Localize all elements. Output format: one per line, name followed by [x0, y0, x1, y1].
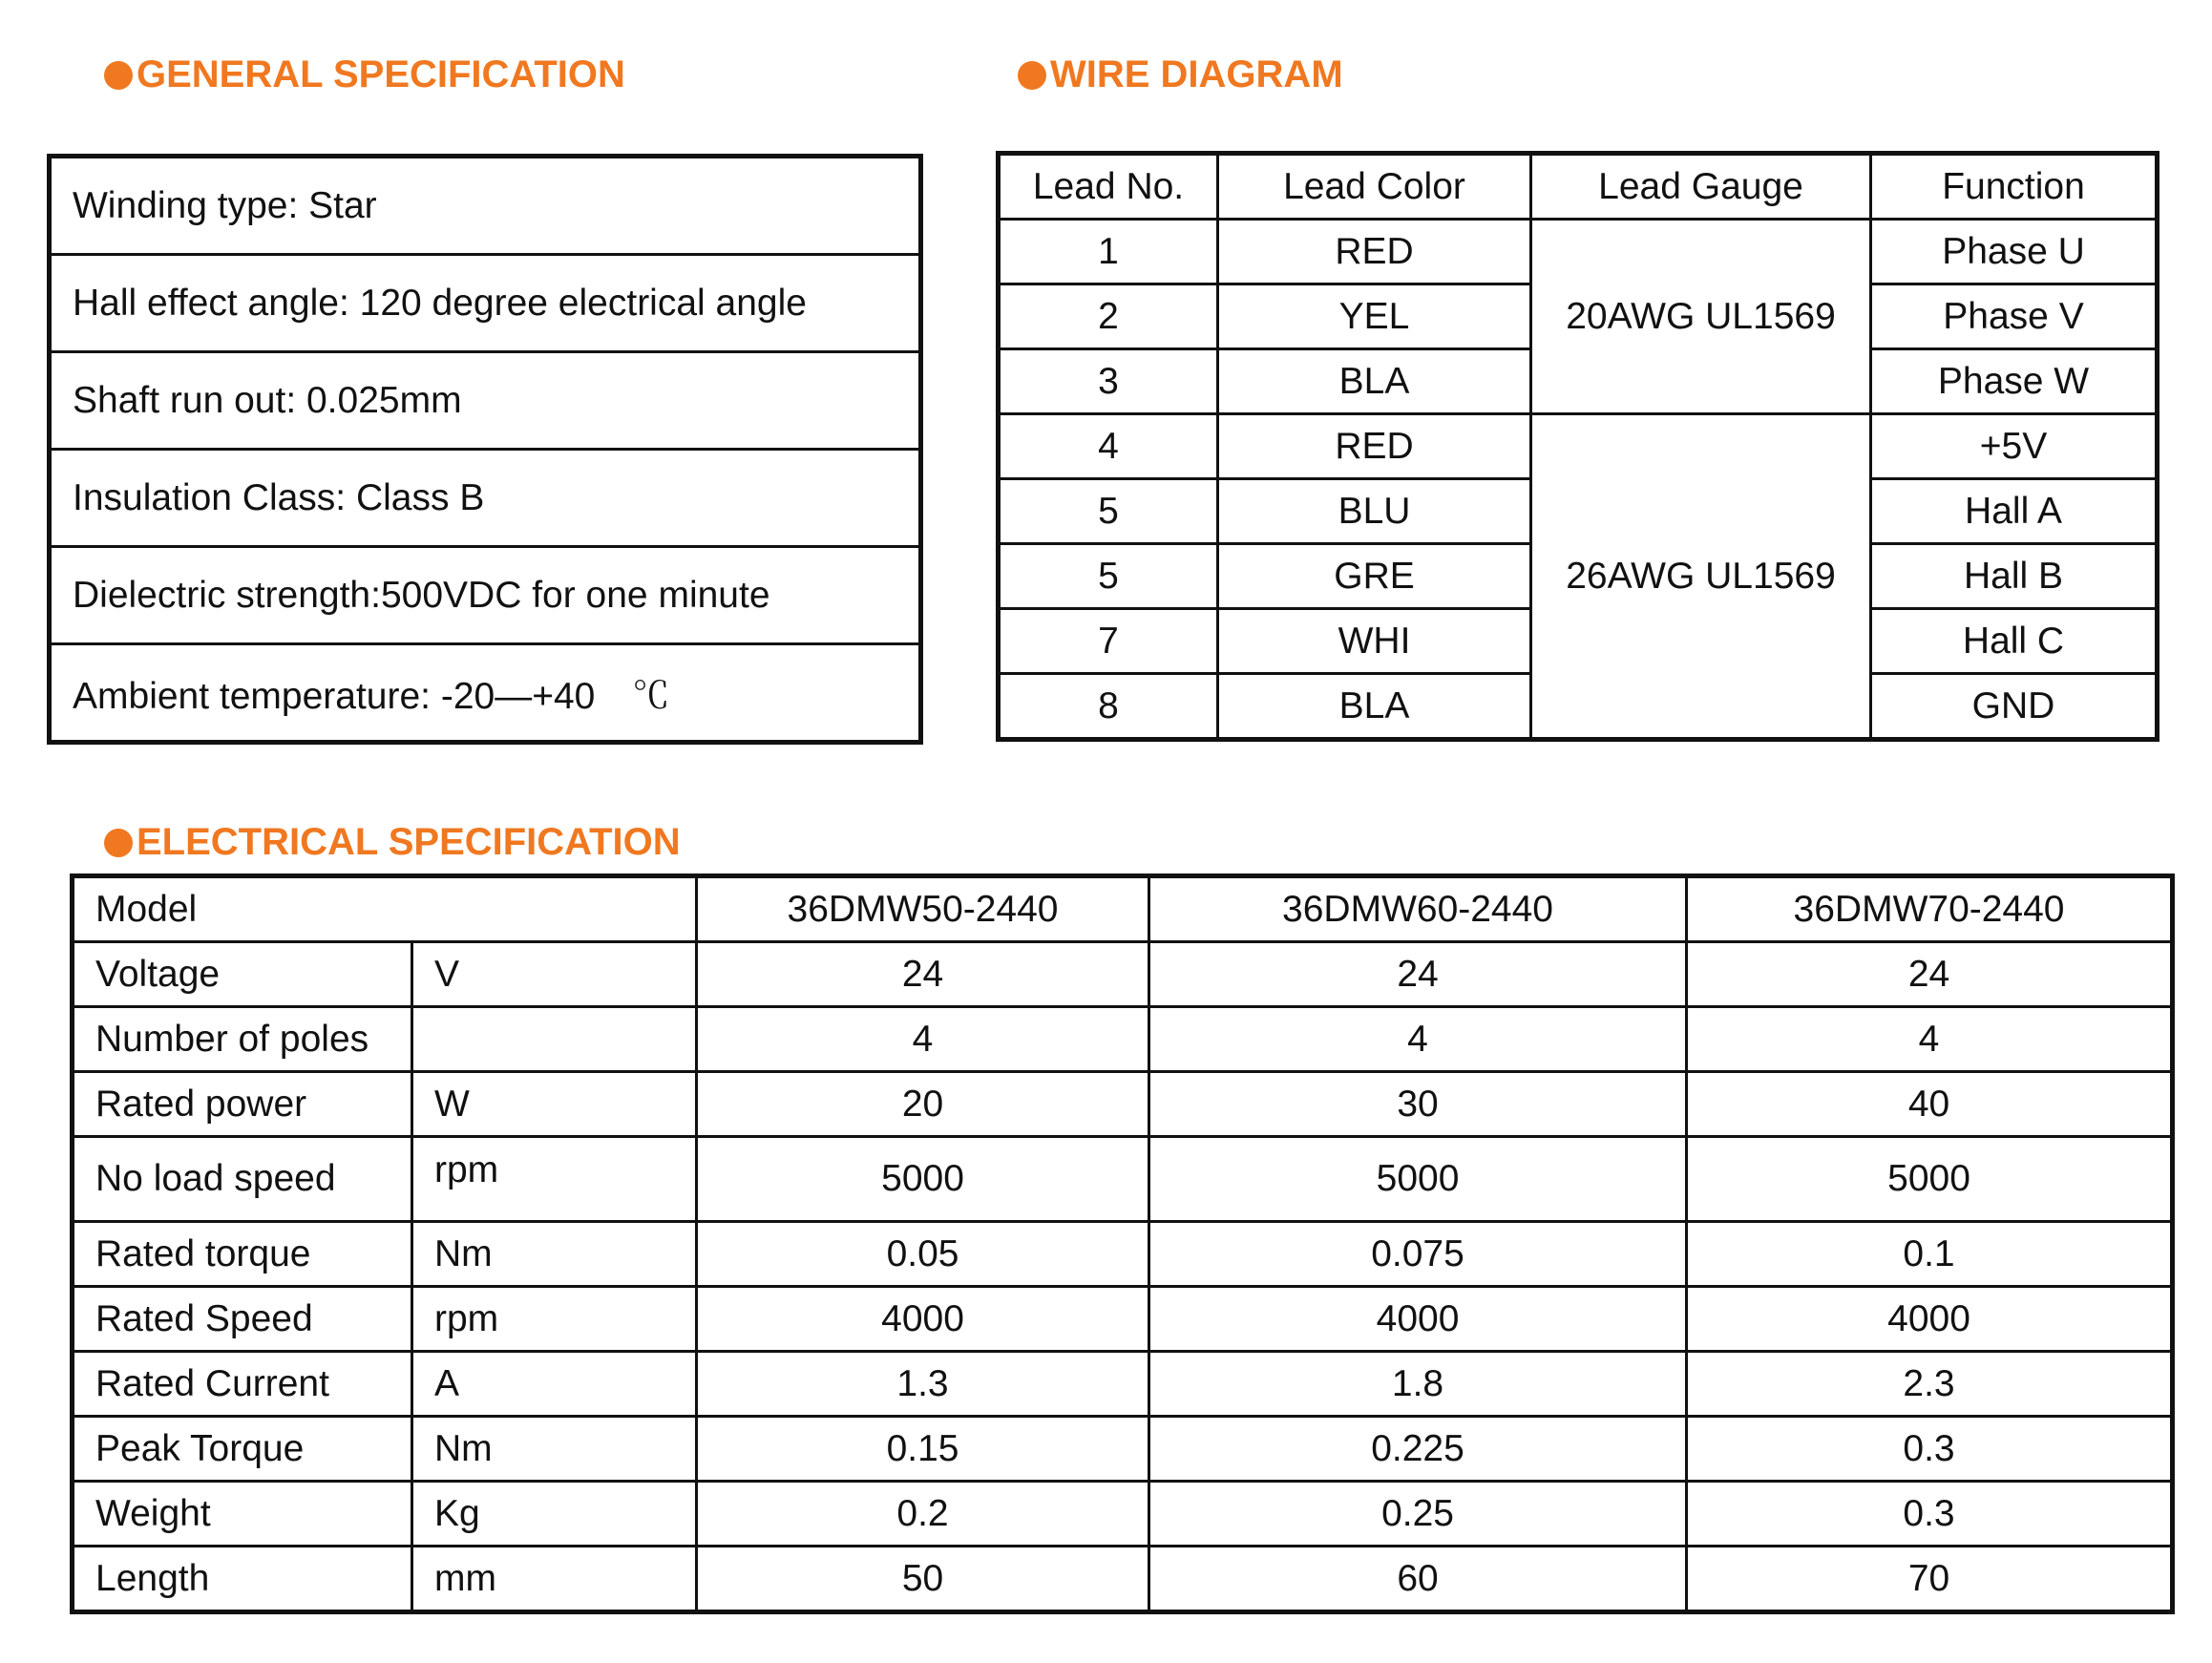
table-row — [999, 414, 2158, 479]
spec-item: Hall effect angle: 120 degree electrical angle — [50, 255, 921, 352]
param-value: 70 — [1687, 1547, 2173, 1612]
lead-no: 2 — [999, 284, 1218, 349]
model-label: Model — [73, 876, 697, 942]
general-spec-heading — [104, 53, 625, 96]
param-value: 0.3 — [1687, 1417, 2173, 1482]
param-value: 20 — [697, 1072, 1149, 1137]
param-value: 4000 — [1149, 1287, 1687, 1352]
lead-no: 3 — [999, 349, 1218, 414]
lead-color: RED — [1218, 220, 1531, 284]
header-lead-color: Lead Color — [1218, 154, 1531, 220]
lead-color: BLA — [1218, 674, 1531, 740]
param-value: 0.1 — [1687, 1222, 2173, 1287]
general-spec-table — [47, 154, 923, 745]
table-row — [50, 644, 921, 743]
electrical-spec-title: ELECTRICAL SPECIFICATION — [137, 821, 681, 863]
param-value: 24 — [1687, 942, 2173, 1007]
table-row — [73, 1352, 2173, 1417]
param-label: Rated Current — [73, 1352, 412, 1417]
param-value: 4000 — [697, 1287, 1149, 1352]
table-row — [50, 157, 921, 255]
param-value: 0.05 — [697, 1222, 1149, 1287]
lead-no: 1 — [999, 220, 1218, 284]
param-unit: rpm — [412, 1287, 697, 1352]
header-lead-no: Lead No. — [999, 154, 1218, 220]
param-unit: W — [412, 1072, 697, 1137]
param-value: 0.225 — [1149, 1417, 1687, 1482]
param-label: Voltage — [73, 942, 412, 1007]
model-name: 36DMW50-2440 — [697, 876, 1149, 942]
model-name: 36DMW60-2440 — [1149, 876, 1687, 942]
param-value: 24 — [697, 942, 1149, 1007]
electrical-spec-table — [70, 874, 2175, 1614]
param-value: 1.3 — [697, 1352, 1149, 1417]
param-value: 60 — [1149, 1547, 1687, 1612]
lead-function: Hall A — [1871, 479, 2158, 544]
lead-color: BLU — [1218, 479, 1531, 544]
table-row — [73, 1482, 2173, 1547]
param-value: 50 — [697, 1547, 1149, 1612]
model-name: 36DMW70-2440 — [1687, 876, 2173, 942]
lead-color: YEL — [1218, 284, 1531, 349]
param-value: 4000 — [1687, 1287, 2173, 1352]
bullet-dot-icon — [1018, 61, 1046, 90]
spec-item: Shaft run out: 0.025mm — [50, 352, 921, 450]
table-row — [50, 352, 921, 450]
param-label: Rated Speed — [73, 1287, 412, 1352]
param-unit: Kg — [412, 1482, 697, 1547]
lead-function: +5V — [1871, 414, 2158, 479]
lead-no: 7 — [999, 609, 1218, 674]
table-row — [50, 255, 921, 352]
param-unit: Nm — [412, 1222, 697, 1287]
param-label: Rated torque — [73, 1222, 412, 1287]
lead-no: 4 — [999, 414, 1218, 479]
lead-function: Phase V — [1871, 284, 2158, 349]
table-row — [50, 450, 921, 547]
param-unit: rpm — [412, 1137, 697, 1222]
lead-color: GRE — [1218, 544, 1531, 609]
lead-color: BLA — [1218, 349, 1531, 414]
param-value: 30 — [1149, 1072, 1687, 1137]
param-unit: Nm — [412, 1417, 697, 1482]
wire-diagram-table — [996, 151, 2159, 742]
table-header-row — [73, 876, 2173, 942]
param-value: 5000 — [697, 1137, 1149, 1222]
lead-color: RED — [1218, 414, 1531, 479]
param-value: 4 — [697, 1007, 1149, 1072]
param-label: Weight — [73, 1482, 412, 1547]
param-label: Length — [73, 1547, 412, 1612]
lead-function: GND — [1871, 674, 2158, 740]
spec-item: Dielectric strength:500VDC for one minute — [50, 547, 921, 644]
lead-function: Hall B — [1871, 544, 2158, 609]
spec-item: Ambient temperature: -20—+40 ℃ — [50, 644, 921, 743]
table-row — [50, 547, 921, 644]
lead-no: 5 — [999, 544, 1218, 609]
lead-no: 8 — [999, 674, 1218, 740]
table-row — [73, 1072, 2173, 1137]
param-value: 0.25 — [1149, 1482, 1687, 1547]
param-unit: V — [412, 942, 697, 1007]
table-row — [73, 942, 2173, 1007]
table-row — [73, 1417, 2173, 1482]
table-row — [73, 1007, 2173, 1072]
param-value: 0.075 — [1149, 1222, 1687, 1287]
lead-gauge-group-1: 20AWG UL1569 — [1531, 220, 1871, 414]
param-label: Number of poles — [73, 1007, 412, 1072]
param-value: 5000 — [1687, 1137, 2173, 1222]
table-header-row — [999, 154, 2158, 220]
lead-function: Phase W — [1871, 349, 2158, 414]
lead-function: Phase U — [1871, 220, 2158, 284]
param-value: 0.2 — [697, 1482, 1149, 1547]
param-value: 0.3 — [1687, 1482, 2173, 1547]
lead-gauge-group-2: 26AWG UL1569 — [1531, 414, 1871, 740]
param-unit: mm — [412, 1547, 697, 1612]
param-label: Peak Torque — [73, 1417, 412, 1482]
param-unit: A — [412, 1352, 697, 1417]
param-value: 4 — [1149, 1007, 1687, 1072]
spec-item: Winding type: Star — [50, 157, 921, 255]
lead-color: WHI — [1218, 609, 1531, 674]
general-spec-title: GENERAL SPECIFICATION — [137, 53, 625, 95]
param-label: No load speed — [73, 1137, 412, 1222]
param-value: 40 — [1687, 1072, 2173, 1137]
param-label: Rated power — [73, 1072, 412, 1137]
param-value: 0.15 — [697, 1417, 1149, 1482]
header-function: Function — [1871, 154, 2158, 220]
table-row — [73, 1547, 2173, 1612]
bullet-dot-icon — [104, 829, 133, 857]
param-value: 2.3 — [1687, 1352, 2173, 1417]
table-row — [73, 1222, 2173, 1287]
wire-diagram-title: WIRE DIAGRAM — [1050, 53, 1343, 95]
spec-item: Insulation Class: Class B — [50, 450, 921, 547]
lead-function: Hall C — [1871, 609, 2158, 674]
table-row — [73, 1287, 2173, 1352]
param-value: 4 — [1687, 1007, 2173, 1072]
param-unit — [412, 1007, 697, 1072]
lead-no: 5 — [999, 479, 1218, 544]
table-row — [73, 1137, 2173, 1222]
electrical-spec-heading — [104, 821, 681, 864]
wire-diagram-heading — [1018, 53, 1343, 96]
header-lead-gauge: Lead Gauge — [1531, 154, 1871, 220]
param-value: 5000 — [1149, 1137, 1687, 1222]
table-row — [999, 220, 2158, 284]
param-value: 24 — [1149, 942, 1687, 1007]
bullet-dot-icon — [104, 61, 133, 90]
param-value: 1.8 — [1149, 1352, 1687, 1417]
